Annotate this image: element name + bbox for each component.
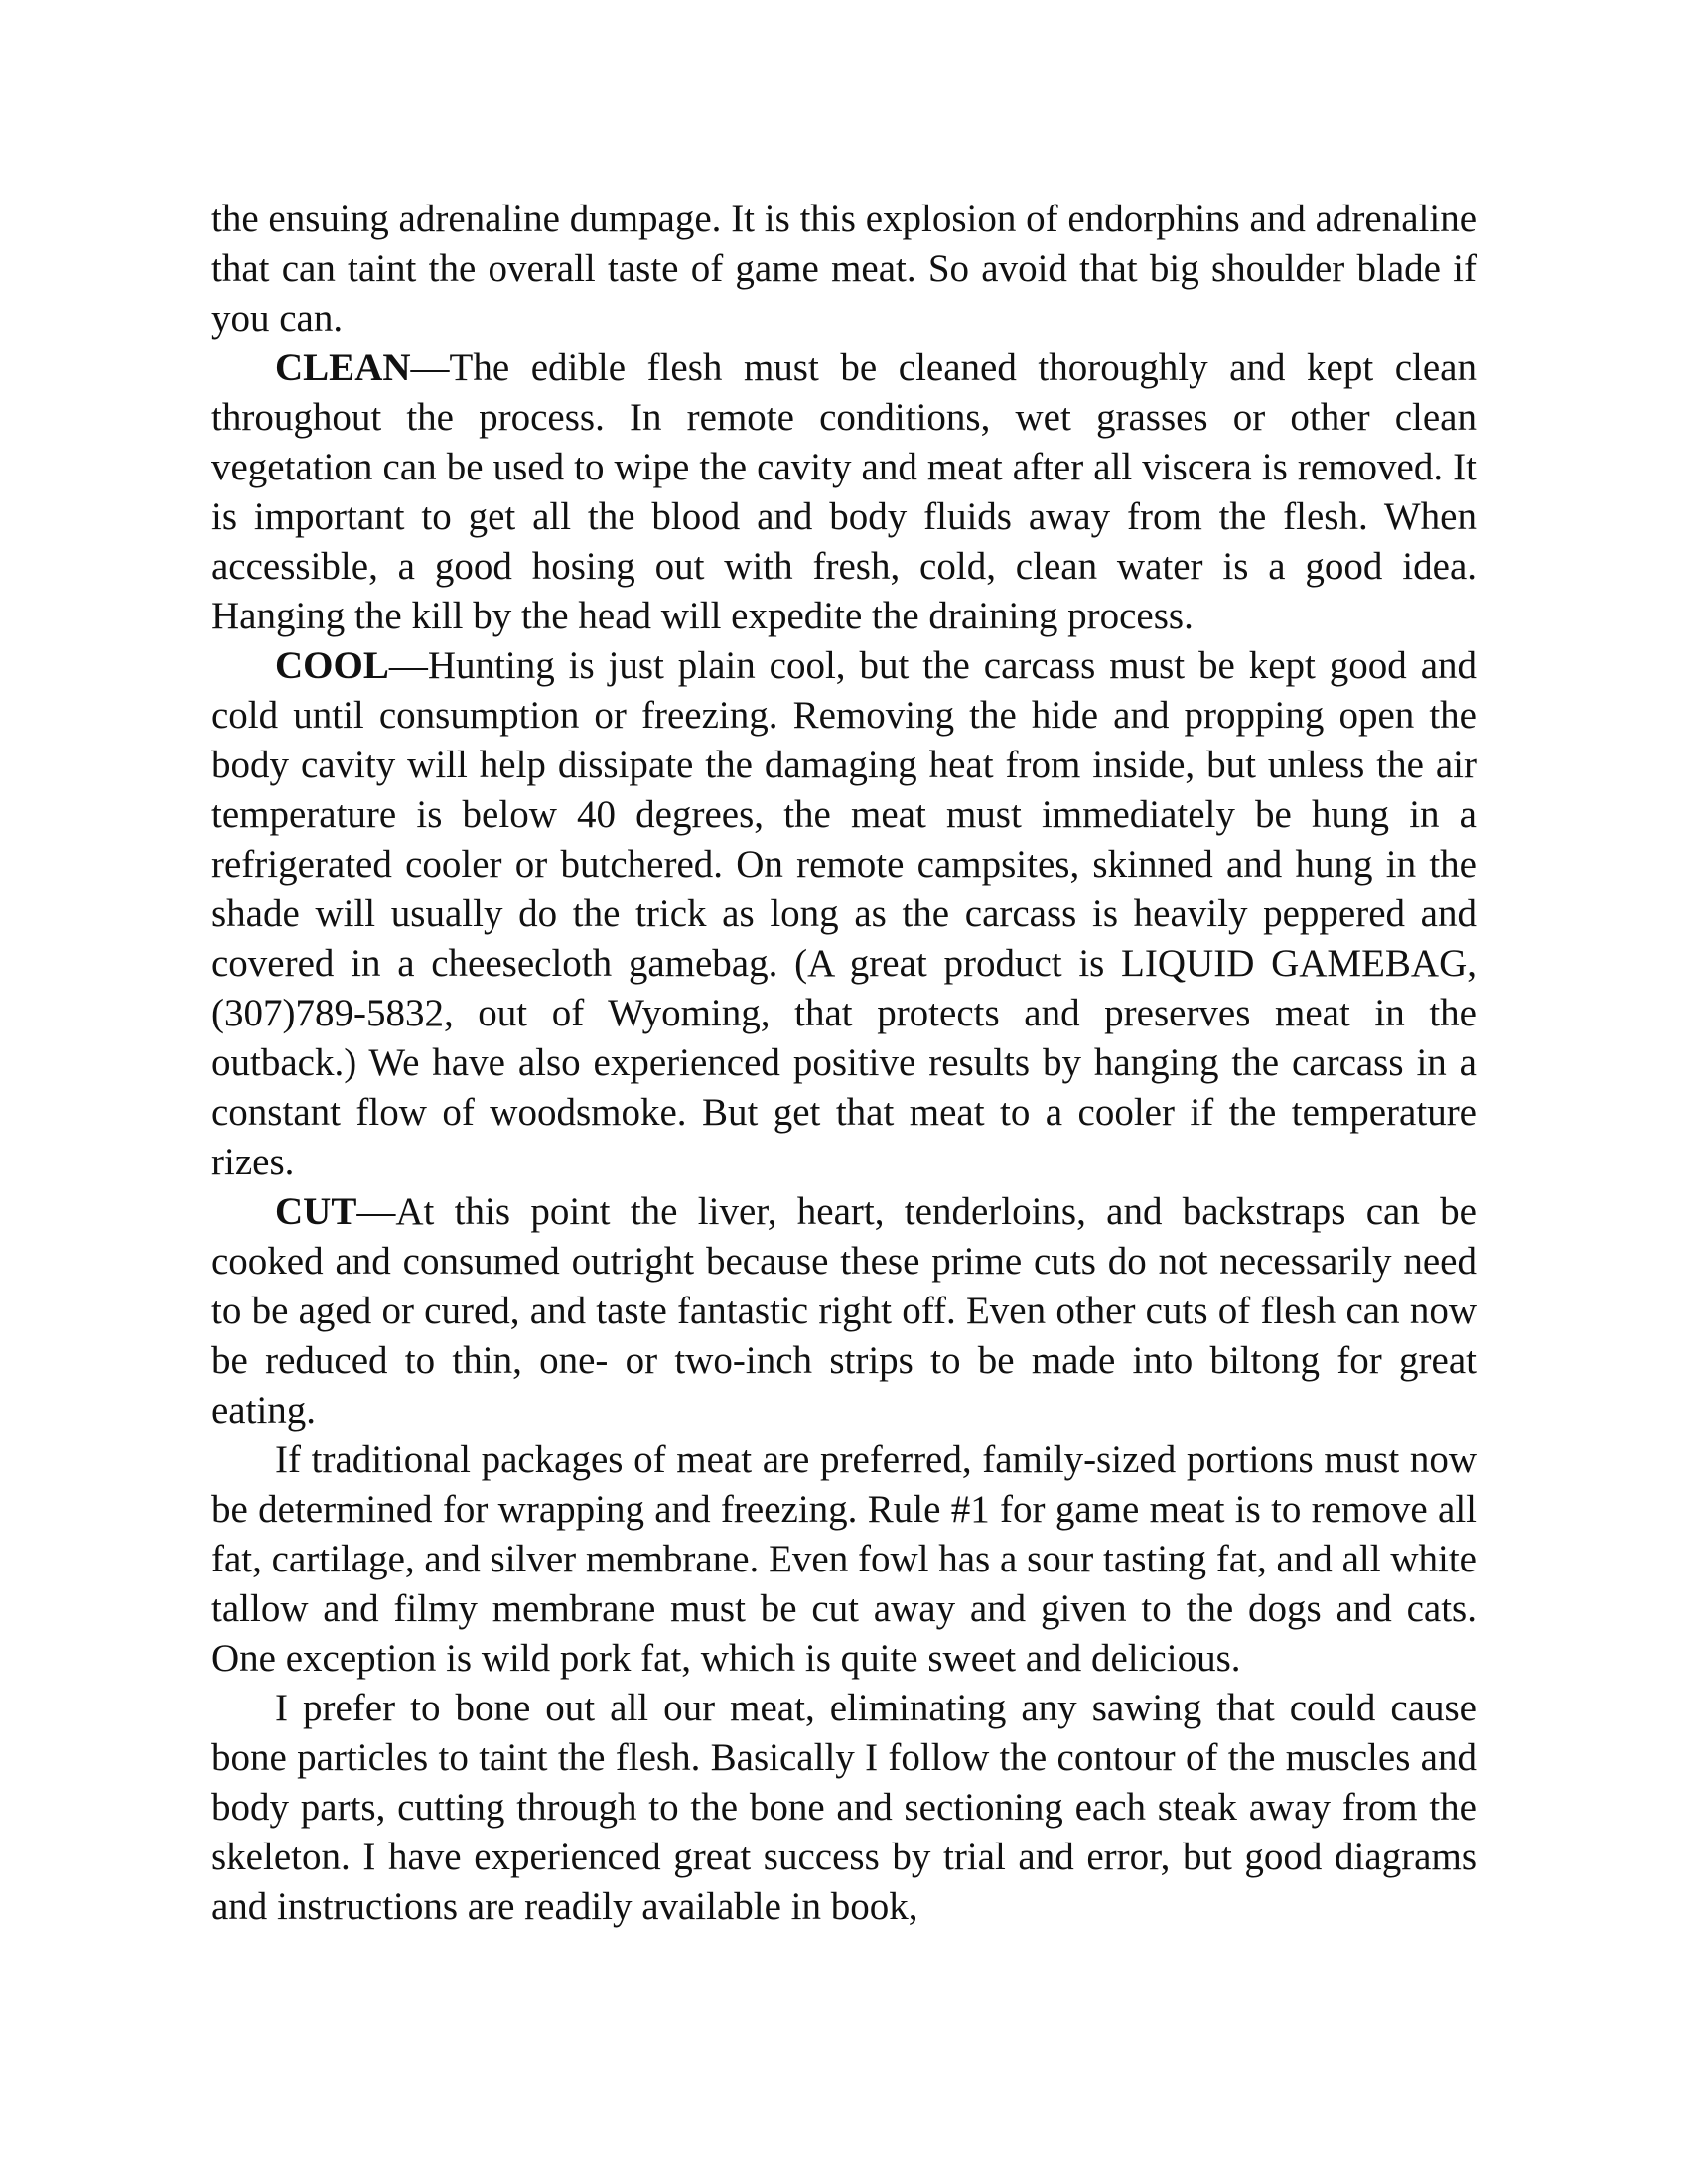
term-heading: COOL: [275, 644, 389, 687]
paragraph-text: —At this point the liver, heart, tenderloins, and backstraps can be cooked and consumed outright because these prime cuts do not necessarily need to be aged or cured, and taste fantastic right off. Even other cuts of flesh can now be reduced to thin, one- or two-inch strips to be made into biltong for great eating.: [211, 1190, 1477, 1432]
paragraph-text: the ensuing adrenaline dumpage. It is this explosion of endorphins and adrenaline that can taint the overall taste of game meat. So avoid that big shoulder blade if you can.: [211, 198, 1477, 340]
paragraph-cool: [211, 641, 1477, 1187]
term-heading: CUT: [275, 1190, 357, 1233]
paragraph-cut: [211, 1187, 1477, 1435]
paragraph-clean: [211, 343, 1477, 641]
paragraph-packaging: [211, 1435, 1477, 1684]
paragraph-text: If traditional packages of meat are preferred, family-sized portions must now be determined for wrapping and freezing. Rule #1 for game meat is to remove all fat, cartilage, and silver membrane. Even fowl has a sour tasting fat, and all white tallow and filmy membrane must be cut away and given to the dogs and cats. One exception is wild pork fat, which is quite sweet and delicious.: [211, 1438, 1477, 1680]
paragraph-text: —Hunting is just plain cool, but the carcass must be kept good and cold until consumption or freezing. Removing the hide and propping open the body cavity will help dissipate the damaging heat from inside, but unless the air temperature is below 40 degrees, the meat must immediately be hung in a refrigerated cooler or butchered. On remote campsites, skinned and hung in the shade will usually do the trick as long as the carcass is heavily peppered and covered in a cheesecloth gamebag. (A great product is LIQUID GAMEBAG, (307)789-5832, out of Wyoming, that protects and preserves meat in the outback.) We have also experienced positive results by hanging the carcass in a constant flow of woodsmoke. But get that meat to a cooler if the temperature rizes.: [211, 644, 1477, 1183]
paragraph-boning: [211, 1684, 1477, 1932]
paragraph-text: —The edible flesh must be cleaned thoroughly and kept clean throughout the process. In remote conditions, wet grasses or other clean vegetation can be used to wipe the cavity and meat after all viscera is removed. It is important to get all the blood and body fluids away from the flesh. When accessible, a good hosing out with fresh, cold, clean water is a good idea. Hanging the kill by the head will expedite the draining process.: [211, 346, 1477, 637]
term-heading: CLEAN: [275, 346, 411, 389]
paragraph-continuation: [211, 195, 1477, 343]
paragraph-text: I prefer to bone out all our meat, eliminating any sawing that could cause bone particles to taint the flesh. Basically I follow the contour of the muscles and body parts, cutting through to the bone and sectioning each steak away from the skeleton. I have experienced great success by trial and error, but good diagrams and instructions are readily available in book,: [211, 1687, 1477, 1928]
document-page: [211, 195, 1477, 1932]
